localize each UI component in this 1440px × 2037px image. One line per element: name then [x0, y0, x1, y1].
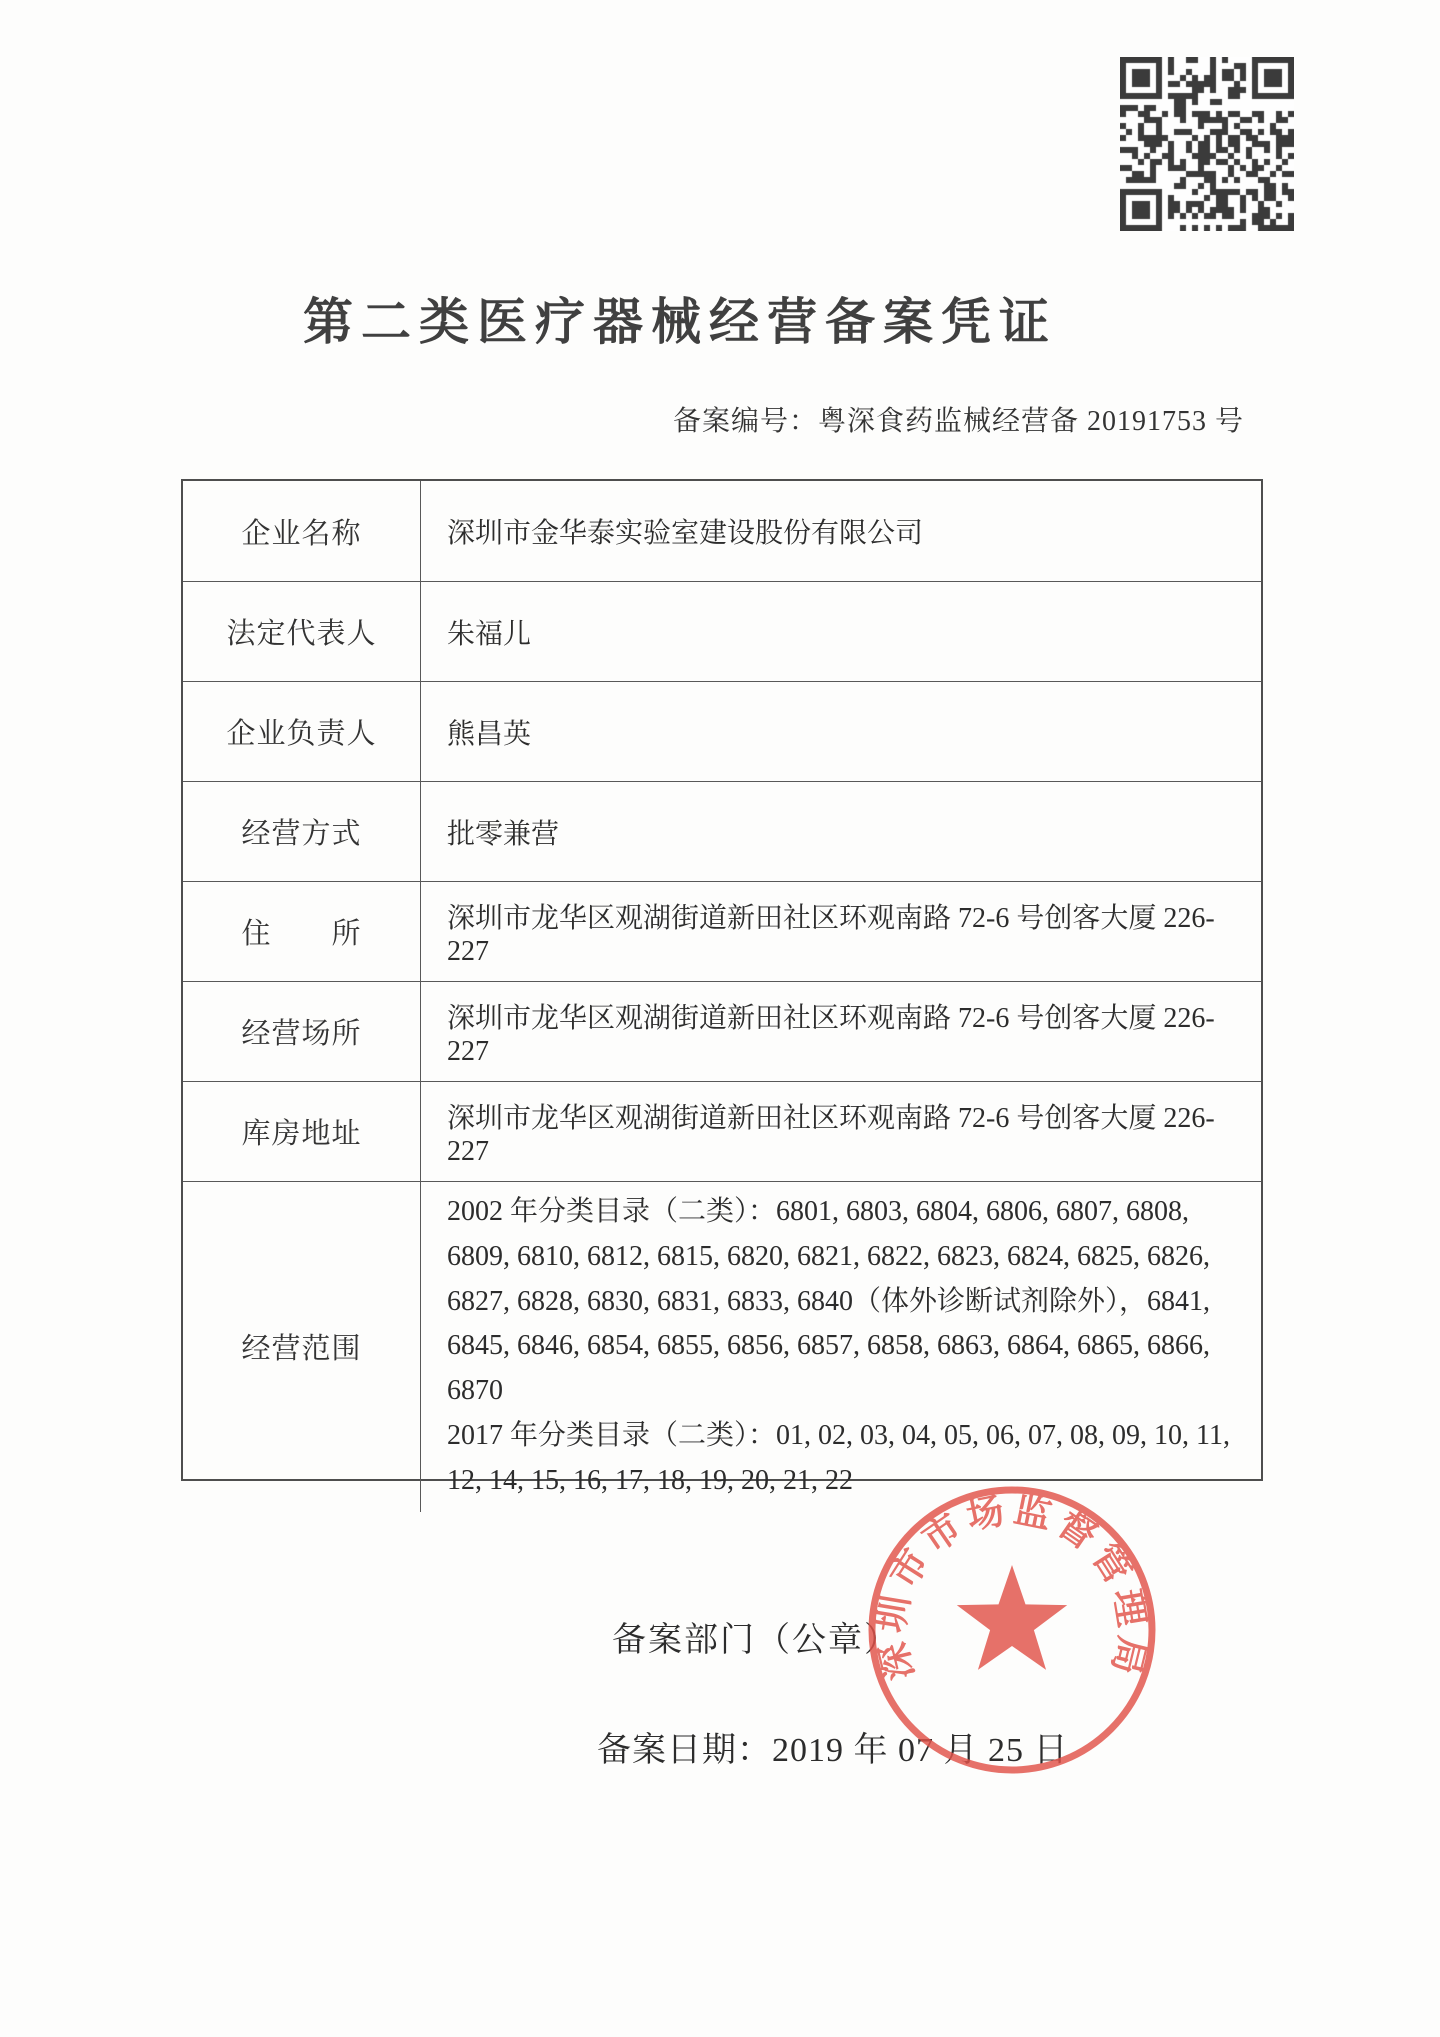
row-label: 经营范围 [183, 1182, 421, 1512]
filing-number: 备案编号：粤深食药监械经营备 20191753 号 [672, 406, 1244, 437]
row-value: 深圳市金华泰实验室建设股份有限公司 [447, 518, 924, 549]
table-row-business-scope [183, 1181, 1261, 1512]
table-row-warehouse-address [183, 1081, 1261, 1181]
table-row-enterprise-head [183, 681, 1261, 781]
row-label: 库房地址 [183, 1082, 421, 1181]
row-value: 深圳市龙华区观湖街道新田社区环观南路 72-6 号创客大厦 226-227 [447, 902, 1215, 967]
table-row-business-premises [183, 981, 1261, 1081]
table-row-residence [183, 881, 1261, 981]
row-value: 批零兼营 [447, 818, 560, 850]
filing-date: 备案日期：2019 年 07 月 25 日 [597, 1732, 1069, 1769]
table-row-business-mode [183, 781, 1261, 881]
row-label: 经营场所 [183, 982, 421, 1081]
filing-department-label: 备案部门（公章） [612, 1622, 900, 1659]
table-row-company-name [183, 481, 1261, 581]
table-row-legal-representative [183, 581, 1261, 681]
row-value: 深圳市龙华区观湖街道新田社区环观南路 72-6 号创客大厦 226-227 [447, 1102, 1215, 1167]
row-value: 深圳市龙华区观湖街道新田社区环观南路 72-6 号创客大厦 226-227 [447, 1002, 1215, 1067]
star-icon [957, 1565, 1067, 1670]
row-label: 经营方式 [183, 782, 421, 881]
row-value: 朱福儿 [447, 618, 532, 650]
row-label: 企业名称 [183, 481, 421, 581]
row-label: 企业负责人 [183, 682, 421, 781]
scope-catalog-2017: 2017 年分类目录（二类）：01, 02, 03, 04, 05, 06, 07, 08, 09, 10, 11, 12, 14, 15, 16, 17, 18, 19, 20, 21, 22 [447, 1419, 1230, 1496]
seal-text: 深圳市市场监督管理局 [871, 1489, 1153, 1684]
qr-code-canvas [1120, 57, 1294, 231]
scope-catalog-2002: 2002 年分类目录（二类）：6801, 6803, 6804, 6806, 6807, 6808, 6809, 6810, 6812, 6815, 6820, 6821, 6822, 6823, 6824, 6825, 6826, 6827, 6828, 6830, 6831, 6833, 6840（体外诊断试剂除外），6841, 6845, 6846, 6854, 6855, 6856, 6857, 6858, 6863, 6864, 6865, 6866, 6870 [447, 1196, 1211, 1407]
row-label: 法定代表人 [183, 582, 421, 681]
row-label: 住 所 [183, 882, 421, 981]
row-value: 熊昌英 [447, 718, 532, 750]
row-value [421, 1182, 1261, 1512]
certificate-table [181, 479, 1263, 1496]
qr-code-icon [1120, 57, 1294, 231]
page-title: 第二类医疗器械经营备案凭证 [303, 294, 1057, 350]
